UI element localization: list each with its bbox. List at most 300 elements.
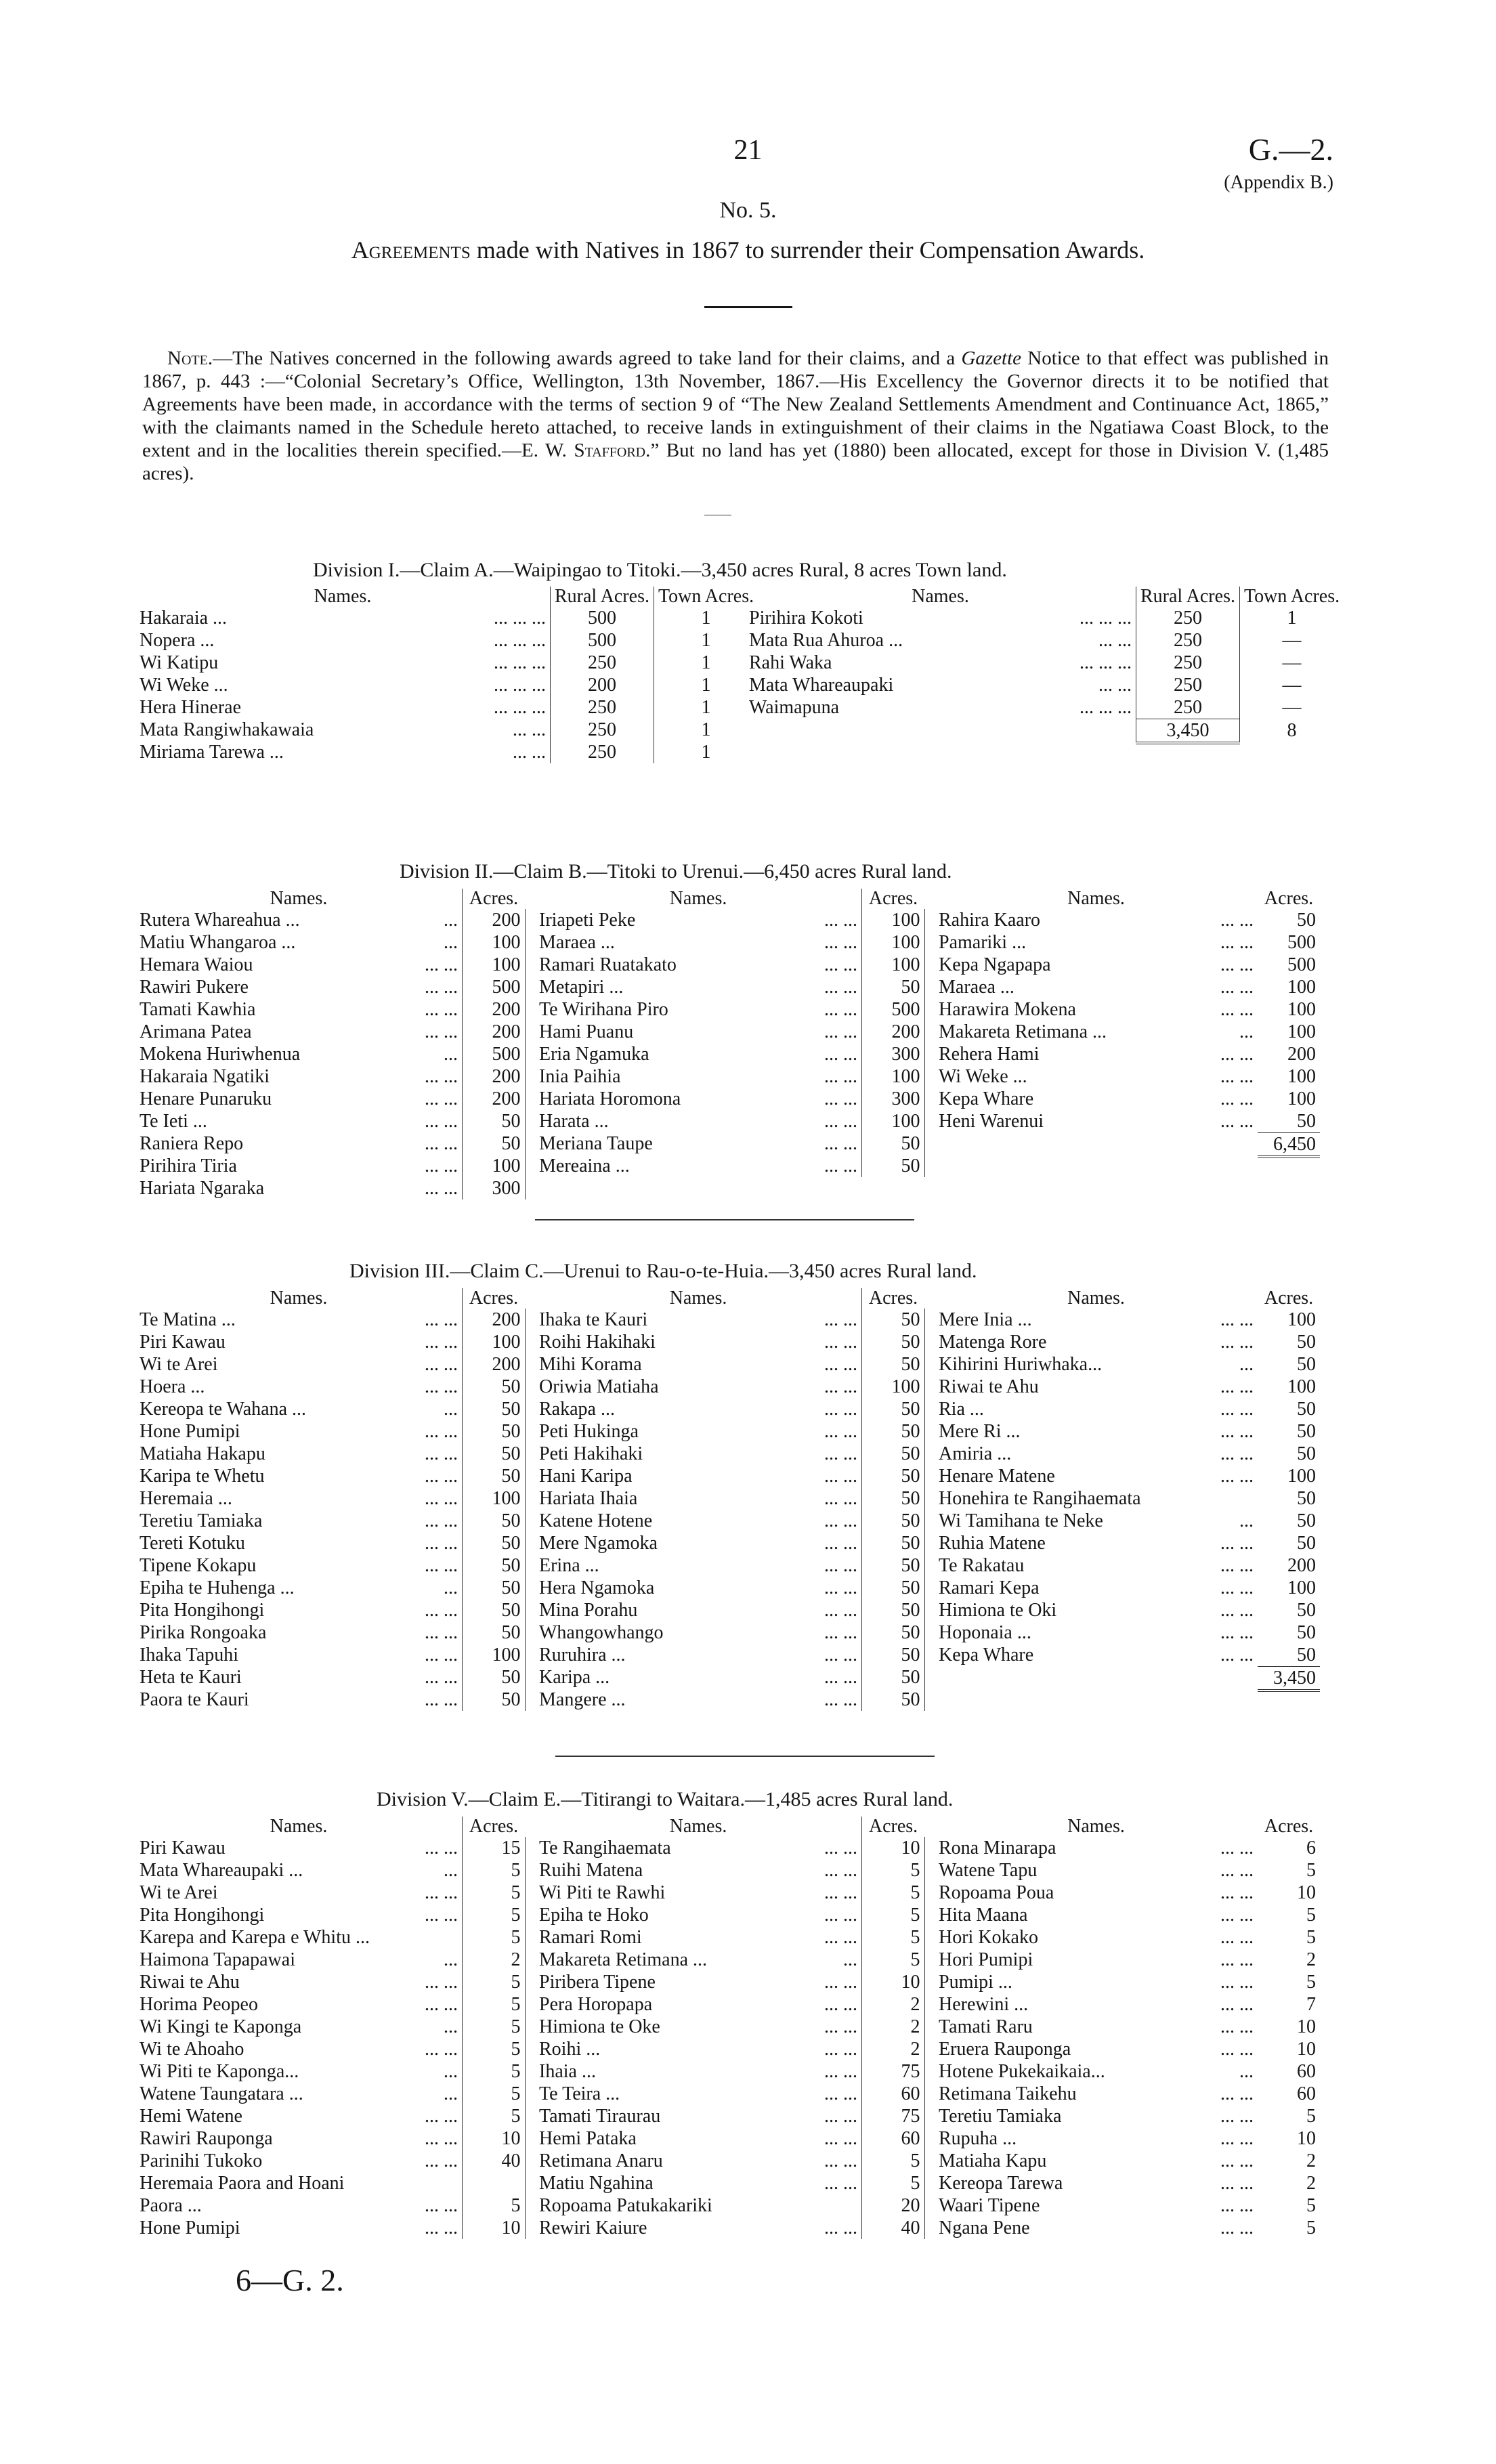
claimant-name: Ihaka Tapuhi	[140, 1644, 239, 1665]
acres-value: 2	[862, 2038, 925, 2060]
name-cell	[535, 1554, 862, 1577]
acres-value: 50	[862, 976, 925, 998]
name-cell	[535, 1443, 862, 1465]
acres-value: 50	[862, 1554, 925, 1577]
dot-leader: ... ...	[425, 2195, 458, 2216]
table-row	[535, 998, 924, 1021]
acres-value: 100	[463, 1155, 526, 1177]
claimant-name: Mangere ...	[539, 1689, 626, 1710]
name-cell	[535, 2060, 862, 2083]
dot-leader: ... ...	[824, 1882, 857, 1903]
name-cell	[135, 1487, 463, 1510]
claimant-name: Heremaia ...	[140, 1488, 232, 1509]
table-row	[535, 2172, 924, 2194]
dot-leader: ... ...	[1220, 2150, 1254, 2171]
name-cell	[535, 2150, 862, 2172]
claimant-name: Arimana Patea	[140, 1021, 252, 1042]
table-row	[135, 1331, 525, 1353]
table-row	[135, 998, 525, 1021]
town-header: Town Acres.	[1239, 587, 1344, 607]
dot-leader: ... ...	[824, 910, 857, 931]
dot-leader: ... ...	[425, 1088, 458, 1109]
dot-leader: ...	[444, 910, 458, 931]
acres-value: 5	[463, 1882, 526, 1904]
dot-leader: ... ...	[425, 1905, 458, 1926]
town-acres: 1	[654, 696, 758, 719]
name-cell	[935, 998, 1258, 1021]
acres-value: 200	[862, 1021, 925, 1043]
table-row	[135, 1993, 525, 2016]
dot-leader: ... ...	[824, 2083, 857, 2104]
table-row	[535, 1155, 924, 1177]
name-cell	[745, 652, 1136, 674]
dot-leader: ...	[444, 2083, 458, 2104]
claimant-name: Pumipi ...	[939, 1972, 1012, 1993]
claimant-name: Eria Ngamuka	[539, 1044, 649, 1065]
acres-value: 300	[862, 1088, 925, 1110]
table-row	[135, 1443, 525, 1465]
name-cell	[535, 2083, 862, 2105]
table-row	[135, 1904, 525, 1926]
name-cell	[745, 607, 1136, 629]
claimant-name: Hemara Waiou	[140, 954, 253, 975]
name-cell	[135, 1088, 463, 1110]
town-acres: 1	[654, 674, 758, 696]
claimant-name: Hori Kokako	[939, 1927, 1038, 1948]
claimant-name: Maraea ...	[939, 977, 1014, 998]
acres-value: 100	[862, 1376, 925, 1398]
dot-leader: ... ...	[425, 1622, 458, 1643]
claimant-name: Mere Ri ...	[939, 1421, 1021, 1442]
acres-header: Acres.	[862, 1288, 925, 1309]
claimant-name: Matiaha Hakapu	[140, 1443, 265, 1464]
name-cell	[935, 1465, 1258, 1487]
acres-value: 60	[1297, 2083, 1316, 2104]
dot-leader: ... ...	[824, 1860, 857, 1881]
table-row	[535, 1644, 924, 1666]
dot-leader: ... ...	[1220, 999, 1254, 1020]
claimant-name: Hone Pumipi	[140, 2217, 240, 2238]
division-2-column-1	[135, 889, 526, 1199]
acres-value: 2	[1306, 2150, 1316, 2171]
claimant-name: Pirihira Tiria	[140, 1155, 237, 1176]
name-cell	[935, 1510, 1258, 1532]
table-row	[135, 931, 525, 954]
table-row	[935, 2127, 1320, 2150]
name-cell	[135, 1021, 463, 1043]
acres-value: 5	[862, 2150, 925, 2172]
name-cell	[535, 1021, 862, 1043]
claimant-name: Makareta Retimana ...	[939, 1021, 1107, 1042]
acres-header: Acres.	[463, 889, 526, 909]
name-cell	[935, 1993, 1258, 2016]
table-row	[535, 1132, 924, 1155]
dot-leader: ... ...	[425, 1021, 458, 1042]
table-row	[535, 1882, 924, 1904]
name-cell	[135, 1331, 463, 1353]
claimant-name: Rupuha ...	[939, 2128, 1017, 2149]
dot-leader: ... ...	[824, 1644, 857, 1665]
acres-value: 5	[1306, 2195, 1316, 2216]
name-cell	[135, 674, 551, 696]
name-cell	[135, 1993, 463, 2016]
claimant-name: Rehera Hami	[939, 1044, 1040, 1065]
name-cell	[535, 1904, 862, 1926]
dot-leader: ... ...	[824, 2217, 857, 2238]
names-header: Names.	[1067, 888, 1125, 909]
dot-leader: ... ...	[824, 1533, 857, 1554]
name-cell	[135, 741, 551, 763]
acres-value: 5	[463, 1993, 526, 2016]
dot-leader: ... ...	[425, 1443, 458, 1464]
acres-value: 500	[1287, 932, 1316, 953]
claimant-name: Inia Paihia	[539, 1066, 621, 1087]
name-cell	[135, 2038, 463, 2060]
acres-value: 50	[463, 1110, 526, 1132]
acres-value: 300	[463, 1177, 526, 1199]
footer-signature: 6—G. 2.	[236, 2263, 344, 2297]
table-row	[135, 674, 758, 696]
dot-leader: ... ...	[1098, 675, 1132, 696]
claimant-name: Teretiu Tamiaka	[939, 2106, 1062, 2127]
names-header: Names.	[270, 1816, 328, 1837]
claimant-name: Rawiri Pukere	[140, 977, 249, 998]
name-cell	[935, 1088, 1258, 1110]
name-cell	[135, 1837, 463, 1859]
table-row	[535, 1510, 924, 1532]
name-cell	[135, 1132, 463, 1155]
claimant-name: Mata Whareaupaki ...	[140, 1860, 303, 1881]
name-cell	[935, 1621, 1258, 1644]
acres-value: 5	[862, 1926, 925, 1949]
name-cell	[135, 931, 463, 954]
claimant-name: Tamati Raru	[939, 2016, 1033, 2037]
acres-value: 200	[463, 1065, 526, 1088]
dot-leader: ... ...	[824, 1555, 857, 1576]
table-row	[535, 1577, 924, 1599]
claimant-name: Nopera ...	[140, 630, 215, 651]
table-row	[935, 2172, 1320, 2194]
table-row	[535, 1331, 924, 1353]
acres-value: 50	[463, 1420, 526, 1443]
table-row	[135, 2194, 525, 2217]
name-cell	[535, 2105, 862, 2127]
claimant-name: Pita Hongihongi	[140, 1905, 265, 1926]
table-row	[535, 954, 924, 976]
claimant-name: Te Matina ...	[140, 1309, 236, 1330]
table-row	[135, 2105, 525, 2127]
name-cell	[135, 1309, 463, 1331]
acres-value: 5	[862, 1949, 925, 1971]
acres-value: 5	[463, 1904, 526, 1926]
name-cell	[935, 2127, 1258, 2150]
acres-value	[463, 2172, 526, 2194]
dot-leader: ... ...	[425, 2039, 458, 2060]
table-row	[935, 1065, 1320, 1088]
claimant-name: Hera Hinerae	[140, 697, 242, 718]
rural-acres: 250	[1136, 629, 1240, 652]
note-label: Note.	[167, 347, 213, 369]
claimant-name: Honehira te Rangihaemata	[939, 1488, 1141, 1509]
table-row	[535, 1376, 924, 1398]
table-row	[935, 1532, 1320, 1554]
claimant-name: Pera Horopapa	[539, 1994, 653, 2015]
table-row	[535, 1599, 924, 1621]
dot-leader: ... ... ...	[494, 608, 546, 629]
acres-value: 5	[463, 2105, 526, 2127]
name-cell	[935, 2172, 1258, 2194]
table-row	[935, 1599, 1320, 1621]
total-row	[935, 1667, 1320, 1691]
acres-value: 2	[1306, 1949, 1316, 1970]
acres-value: 100	[1287, 1577, 1316, 1598]
acres-value: 5	[1306, 2217, 1316, 2238]
rural-acres: 500	[551, 629, 654, 652]
claimant-name: Kepa Whare	[939, 1088, 1034, 1109]
name-cell	[135, 2105, 463, 2127]
table-row	[535, 2083, 924, 2105]
claimant-name: Tipene Kokapu	[140, 1555, 257, 1576]
acres-value: 200	[463, 1309, 526, 1331]
table-row	[135, 1420, 525, 1443]
name-cell	[935, 2105, 1258, 2127]
name-cell	[935, 1554, 1258, 1577]
name-cell	[935, 1376, 1258, 1398]
dot-leader: ... ...	[1220, 2128, 1254, 2149]
dot-leader: ... ...	[824, 1309, 857, 1330]
name-cell	[935, 1949, 1258, 1971]
name-cell	[135, 1043, 463, 1065]
name-cell	[135, 1621, 463, 1644]
acres-value: 200	[1287, 1555, 1316, 1576]
name-cell	[135, 2172, 463, 2194]
table-row	[935, 1904, 1320, 1926]
name-cell	[135, 2016, 463, 2038]
claimant-name: Hotene Pukekaikaia...	[939, 2061, 1105, 2082]
acres-value: 50	[862, 1309, 925, 1331]
name-cell	[935, 1331, 1258, 1353]
name-cell	[535, 2127, 862, 2150]
title-rule	[704, 306, 792, 308]
table-row	[135, 976, 525, 998]
town-acres: —	[1239, 629, 1344, 652]
name-cell	[135, 1949, 463, 1971]
table-row	[535, 1971, 924, 1993]
names-header: Names.	[1067, 1288, 1125, 1309]
table-row	[535, 1465, 924, 1487]
name-cell	[935, 1065, 1258, 1088]
document-title	[0, 236, 1496, 264]
rural-acres: 250	[551, 741, 654, 763]
dot-leader: ...	[1239, 1510, 1254, 1531]
acres-value: 60	[1297, 2061, 1316, 2082]
dot-leader: ... ...	[824, 1354, 857, 1375]
dot-leader: ... ...	[425, 999, 458, 1020]
name-cell	[135, 1926, 463, 1949]
table-row	[135, 2083, 525, 2105]
dot-leader: ... ...	[824, 2150, 857, 2171]
claimant-name: Wi Katipu	[140, 652, 219, 673]
claimant-name: Piri Kawau	[140, 1838, 226, 1858]
table-row	[135, 1926, 525, 1949]
total-acres: 6,450	[1258, 1133, 1320, 1157]
claimant-name: Karipa te Whetu	[140, 1466, 265, 1487]
names-header: Names.	[669, 1816, 727, 1837]
table-row	[135, 1487, 525, 1510]
table-row	[935, 1353, 1320, 1376]
dot-leader: ... ...	[824, 1466, 857, 1487]
claimant-name: Tamati Tiraurau	[539, 2106, 661, 2127]
claimant-name: Te Rangihaemata	[539, 1838, 671, 1858]
acres-value: 100	[463, 931, 526, 954]
dot-leader: ... ...	[824, 1044, 857, 1065]
acres-value: 5	[463, 1859, 526, 1882]
acres-value: 50	[1297, 1421, 1316, 1442]
name-cell	[135, 2127, 463, 2150]
acres-value: 300	[862, 1043, 925, 1065]
acres-value: 50	[463, 1443, 526, 1465]
name-cell	[535, 1949, 862, 1971]
dot-leader: ... ...	[824, 2128, 857, 2149]
name-cell	[135, 1666, 463, 1688]
table-row	[935, 1398, 1320, 1420]
name-cell	[535, 1577, 862, 1599]
dot-leader: ...	[843, 1949, 857, 1970]
claimant-name: Wi Piti te Rawhi	[539, 1882, 666, 1903]
dot-leader: ... ... ...	[1080, 697, 1132, 718]
dot-leader: ... ...	[425, 1972, 458, 1993]
acres-value: 50	[862, 1532, 925, 1554]
dot-leader: ... ...	[1220, 1044, 1254, 1065]
acres-value: 20	[862, 2194, 925, 2217]
dot-leader: ... ...	[1220, 1949, 1254, 1970]
name-cell	[135, 1532, 463, 1554]
division-1-right-table	[745, 587, 1344, 744]
table-row	[135, 2172, 525, 2194]
town-acres: 1	[654, 719, 758, 741]
acres-value: 10	[862, 1971, 925, 1993]
table-row	[935, 1837, 1320, 1859]
table-row	[935, 2105, 1320, 2127]
claimant-name: Wi Tamihana te Neke	[939, 1510, 1103, 1531]
dot-leader: ... ...	[425, 1600, 458, 1621]
acres-value: 100	[1287, 1066, 1316, 1087]
claimant-name: Matenga Rore	[939, 1332, 1047, 1353]
dot-leader: ... ...	[1220, 1838, 1254, 1858]
table-row	[135, 1309, 525, 1331]
dot-leader: ... ...	[1220, 1088, 1254, 1109]
claimant-name: Mata Rangiwhakawaia	[140, 719, 314, 740]
acres-value: 50	[463, 1688, 526, 1711]
acres-value: 5	[862, 2172, 925, 2194]
name-cell	[935, 954, 1258, 976]
table-row	[935, 1577, 1320, 1599]
table-row	[935, 1949, 1320, 1971]
claimant-name: Mere Inia ...	[939, 1309, 1032, 1330]
claimant-name: Epiha te Huhenga ...	[140, 1577, 295, 1598]
dot-leader: ... ... ...	[1080, 652, 1132, 673]
claimant-name: Iriapeti Peke	[539, 910, 636, 931]
dot-leader: ... ...	[824, 1066, 857, 1087]
dot-leader: ... ...	[824, 1689, 857, 1710]
names-header: Names.	[669, 1288, 727, 1309]
acres-value: 50	[463, 1621, 526, 1644]
table-row	[535, 1420, 924, 1443]
dot-leader: ... ...	[1220, 2106, 1254, 2127]
table-row	[135, 1398, 525, 1420]
table-row	[535, 2016, 924, 2038]
name-cell	[535, 1309, 862, 1331]
acres-value: 5	[1306, 1905, 1316, 1926]
names-header: Names.	[669, 888, 727, 909]
name-cell	[535, 954, 862, 976]
acres-value: 5	[1306, 1972, 1316, 1993]
note-paragraph	[142, 347, 1329, 485]
town-acres: —	[1239, 652, 1344, 674]
name-cell	[535, 1666, 862, 1688]
acres-value: 7	[1306, 1994, 1316, 2015]
table-row	[135, 1666, 525, 1688]
table-row	[135, 1837, 525, 1859]
dot-leader: ... ...	[1220, 1600, 1254, 1621]
table-row	[745, 674, 1344, 696]
claimant-name: Rakapa ...	[539, 1399, 615, 1420]
acres-value: 50	[1297, 1443, 1316, 1464]
claimant-name: Herewini ...	[939, 1994, 1029, 2015]
table-row	[135, 1882, 525, 1904]
claimant-name: Pirihira Kokoti	[749, 608, 863, 629]
dot-leader: ... ...	[425, 1667, 458, 1688]
dot-leader: ... ... ...	[494, 697, 546, 718]
name-cell	[935, 1644, 1258, 1667]
dot-leader: ... ...	[1220, 910, 1254, 931]
acres-value: 100	[1287, 999, 1316, 1020]
table-row	[935, 976, 1320, 998]
dot-leader: ... ...	[425, 2106, 458, 2127]
table-row	[535, 1837, 924, 1859]
dot-leader: ... ...	[824, 1376, 857, 1397]
claimant-name: Mihi Korama	[539, 1354, 642, 1375]
claimant-name: Epiha te Hoko	[539, 1905, 649, 1926]
acres-value: 5	[463, 1971, 526, 1993]
table-row	[135, 1644, 525, 1666]
name-cell	[535, 2172, 862, 2194]
name-cell	[935, 2038, 1258, 2060]
table-row	[535, 2105, 924, 2127]
acres-value: 50	[463, 1132, 526, 1155]
dot-leader: ... ...	[425, 1066, 458, 1087]
table-row	[135, 2016, 525, 2038]
acres-value: 10	[1297, 2128, 1316, 2149]
table-row	[535, 1487, 924, 1510]
dot-leader: ... ...	[425, 1994, 458, 2015]
rural-header: Rural Acres.	[551, 587, 654, 607]
name-cell	[535, 1487, 862, 1510]
dot-leader: ... ... ...	[494, 652, 546, 673]
acres-value: 50	[1297, 1622, 1316, 1643]
name-cell	[535, 1043, 862, 1065]
claimant-name: Hariata Ihaia	[539, 1488, 638, 1509]
table-row	[135, 1688, 525, 1711]
dot-leader: ... ... ...	[494, 630, 546, 651]
name-cell	[135, 2194, 463, 2217]
rural-header: Rural Acres.	[1136, 587, 1240, 607]
acres-value: 2	[1306, 2173, 1316, 2194]
division-2-title: Division II.—Claim B.—Titoki to Urenui.—6,450 acres Rural land.	[400, 860, 952, 883]
name-cell	[935, 1577, 1258, 1599]
acres-value: 50	[1297, 1111, 1316, 1132]
dot-leader: ... ... ...	[494, 675, 546, 696]
